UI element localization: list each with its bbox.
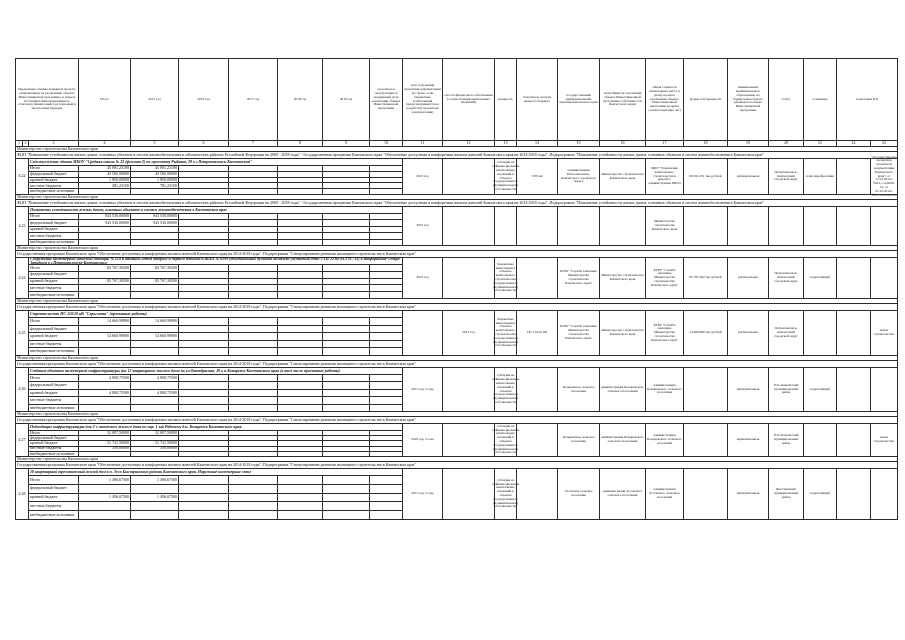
detail-pd xyxy=(442,206,495,246)
col-number-7: 7 xyxy=(228,140,278,147)
detail-poluch: Козыревское сельское поселение xyxy=(557,423,600,457)
col-number-4: 4 xyxy=(78,140,131,147)
funding-source-label: внебюджетные источники xyxy=(28,291,79,299)
detail-zakazchik: Министерство строительства Камчатского края xyxy=(599,310,646,356)
section-program-title: Государственная программа Камчатского края "Обеспечение доступным и комфортным жильем жителей Камчатского края на 2014-2018 годы". Подпрограмма "Стимулирование развития жилищного строительства в Камчатском крае" xyxy=(15,416,898,424)
detail-sposob: субсидия на софинансирование капитальных вложений в объекты государственной (муниципальной) собственности xyxy=(494,367,517,412)
detail-sposob: субсидия на софинансирование капитальных вложений в объекты государственной (муниципальной) собственности xyxy=(494,158,517,195)
detail-zakazchik xyxy=(599,206,646,246)
funding-source-label: Итого xyxy=(28,475,79,485)
section-program-title: Государственная программа Камчатского края "Обеспечение доступным и комфортным жильем жителей Камчатского края на 2014-2018 годы". Подпрограмма "Стимулирование развития жилищного строительства в Камчатском крае" xyxy=(15,461,898,469)
detail-srok: 2015 год xyxy=(402,158,443,195)
header-col-17: наименование муниципального образования, на территории которого реализуется объект Инвестиционной программы xyxy=(727,58,769,141)
col-number-15: 15 xyxy=(557,140,600,147)
detail-zastroy: администрация Эссовского сельского поселения xyxy=(645,468,684,520)
header-col-14: застройщик (в отношении объекта Инвестиционной программы собственности Камчатского края) xyxy=(599,58,646,141)
detail-podgot xyxy=(870,468,898,520)
funding-value-empty xyxy=(277,510,323,520)
detail-sposob: субсидия на софинансирование капитальных вложений в объекты государственной (муниципальной) собственности xyxy=(494,468,517,520)
detail-status: план приобретения xyxy=(803,158,837,195)
header-col-10: способ финансового обеспечения (осуществления капитальных вложений) xyxy=(442,58,495,141)
col-number-8: 8 xyxy=(277,140,323,147)
section-group-label: Министерство строительства Камчатского края xyxy=(15,146,898,152)
funding-source-label: федеральный бюджет xyxy=(28,325,79,334)
col-number-23: 23 xyxy=(870,140,898,147)
section-group-label: Министерство строительства Камчатского края xyxy=(15,194,898,200)
detail-srok: 2015 год xyxy=(402,206,443,246)
header-col-16: форма собственности xyxy=(683,58,728,141)
detail-poluch: КГБУ "Служба заказчика Министерства строительства Камчатского края" xyxy=(557,310,600,356)
funding-value-total: 943 530,00000 xyxy=(78,213,131,220)
funding-source-label: краевой бюджет xyxy=(28,440,79,446)
funding-value-total: 4 800,75500 xyxy=(78,374,131,382)
funding-value-2015: 943 530,00000 xyxy=(130,213,179,220)
col-number-22: 22 xyxy=(836,140,871,147)
detail-stoim: 14 660,998 тыс.рублей xyxy=(683,310,728,356)
project-title: Подводящие инфраструктуры для 2-х этажного жилого дома по пер. 1-ый Рабочему д.н. Козыревск Камчатского края xyxy=(28,423,403,431)
header-col-3: 2015 год xyxy=(130,58,179,141)
detail-podgot: новое строительство xyxy=(870,423,898,457)
section-group-label: Министерство строительства Камчатского края xyxy=(15,298,898,304)
header-col-18: статус xyxy=(768,58,804,141)
col-number-14: 14 xyxy=(516,140,558,147)
funding-source-label: Итого xyxy=(28,430,79,436)
funding-source-label: внебюджетные источники xyxy=(28,347,79,356)
funding-source-label: местные бюджеты xyxy=(28,396,79,404)
header-col-8: срок ввода в эксплуатацию и порядковый срок реализации объекта Инвестиционной программы xyxy=(369,58,403,141)
header-col-11: мощность xyxy=(494,58,517,141)
detail-forma: муниципальная xyxy=(727,158,769,195)
detail-zakazchik: администрация Козыревского сельского поселения xyxy=(599,423,646,457)
detail-pd xyxy=(442,367,495,412)
col-number-12: 12 xyxy=(442,140,495,147)
funding-source-label: федеральный бюджет xyxy=(28,219,79,226)
detail-status: переходящий xyxy=(803,257,837,299)
detail-moshch: ПС 110/10 кВ xyxy=(516,310,558,356)
detail-pd xyxy=(442,423,495,457)
detail-status: переходящий xyxy=(803,468,837,520)
detail-moshch xyxy=(516,367,558,412)
detail-stoim: 69 911,251 тыс.рублей xyxy=(683,158,728,195)
detail-forma: региональная xyxy=(727,310,769,356)
funding-value-2015: 1 496,67500 xyxy=(130,493,179,503)
section-program-title: ФЦП "Повышение устойчивости жилых домов, основных объектов и систем жизнеобеспечения в сейсмических районах Российской Федерации на 2009 - 2018 годы" / Государственная программа Камчатского края "Обеспечение доступным и комфортным жильем жителей Камчатского края на 2014-2018 годы". Подпрограмма "Повышение устойчивости жилых домов, основных объектов и систем жизнеобеспечения в Камчатском крае" xyxy=(15,151,898,159)
detail-forma: муниципальная xyxy=(727,367,769,412)
funding-source-label: краевой бюджет xyxy=(28,389,79,397)
detail-osnov xyxy=(836,257,871,299)
detail-stoim: 82 767,392 тыс.рублей xyxy=(683,257,728,299)
funding-source-label: Итого xyxy=(28,165,79,172)
detail-forma: муниципальная xyxy=(727,468,769,520)
detail-poluch: Эссовское сельское поселение xyxy=(557,468,600,520)
detail-stoim xyxy=(683,423,728,457)
funding-value-total: 943 530,00000 xyxy=(78,219,131,226)
funding-source-label: краевой бюджет xyxy=(28,493,79,503)
col-number-6: 6 xyxy=(178,140,229,147)
funding-value-total: 32 097,50000 xyxy=(78,430,131,436)
funding-value-total xyxy=(78,510,131,520)
project-title: 18 квартирный трехэтажный жилой дом в п. Эссо Быстринского района Камчатского края. Наружные инженерные сети xyxy=(28,468,403,476)
header-col-20: подготовка ПД xyxy=(836,58,898,141)
detail-srok: 2015 год, 2 года xyxy=(402,468,443,520)
detail-status xyxy=(803,423,837,457)
funding-source-label: местные бюджеты xyxy=(28,340,79,349)
detail-moshch xyxy=(516,423,558,457)
header-col-1: Предельные объемы денежных средств, направленные на реализацию объекта Инвестиционной программы, в разрезе источников финансирования по отчетному финансовый год, плановый и прогнозный периоды xyxy=(15,58,79,141)
funding-source-label: внебюджетные источники xyxy=(28,404,79,412)
detail-pd xyxy=(442,468,495,520)
detail-mo: Усть-Камчатский муниципальный район xyxy=(768,423,804,457)
detail-podgot xyxy=(870,367,898,412)
funding-value-total: 4 800,75500 xyxy=(78,389,131,397)
detail-pd: 2015 год xyxy=(442,310,495,356)
project-number: 4.26 xyxy=(15,367,29,412)
project-number: 4.22 xyxy=(15,158,29,195)
col-number-21: 21 xyxy=(803,140,837,147)
detail-osnov xyxy=(836,367,871,412)
header-col-12: получатель средств краевого бюджета xyxy=(516,58,558,141)
col-number-19: 19 xyxy=(727,140,769,147)
section-program-title: Государственная программа Камчатского края "Обеспечение доступным и комфортным жильем жителей Камчатского края на 2014-2018 годы". Подпрограмма "Стимулирование развития жилищного строительства в Камчатском крае" xyxy=(15,303,898,311)
funding-source-label: внебюджетные источники xyxy=(28,188,79,195)
section-group-label: Министерство строительства Камчатского края xyxy=(15,411,898,417)
detail-podgot xyxy=(870,206,898,246)
project-number: 4.23 xyxy=(15,206,29,246)
funding-value-2015: 82 767,39200 xyxy=(130,264,179,272)
col-number-18: 18 xyxy=(683,140,728,147)
project-title: Сейсмоусиление здания МБОУ "Средняя школа № 33 (физмат 2) по проспекту Рыбаков, 28 в г.Петропавловск-Камчатский" xyxy=(28,158,403,166)
funding-source-label: федеральный бюджет xyxy=(28,484,79,494)
detail-forma xyxy=(727,206,769,246)
detail-poluch: КГБУ "Служба заказчика Министерства строительства Камчатского края" xyxy=(557,257,600,299)
header-col-2: Итого xyxy=(78,58,131,141)
funding-value-2015: 14 660,99800 xyxy=(130,332,179,341)
funding-source-label: краевой бюджет xyxy=(28,332,79,341)
header-col-13: государственный (муниципальный) заказчик Камчатского края xyxy=(557,58,600,141)
detail-stoim xyxy=(683,367,728,412)
funding-source-label: внебюджетные источники xyxy=(28,510,79,520)
detail-zakazchik: Министерство строительства Камчатского края xyxy=(599,257,646,299)
detail-forma: муниципальная xyxy=(727,423,769,457)
project-title: Сооружение инженерной насосной станции № 114 и внешних сетей второго и первого подъема к ЖПП № 8299 (объединенный пусковой комплекс улучшения сети УТП-22 по ул.УТС-15) в микрорайоне Северо-Западном в г.Петропавловске-Камчатском xyxy=(28,257,403,265)
col-number-20: 20 xyxy=(768,140,804,147)
detail-moshch xyxy=(516,257,558,299)
funding-source-label: внебюджетные источники xyxy=(28,451,79,457)
detail-zastroy: администрация Козыревского сельского поселения xyxy=(645,367,684,412)
funding-value-2015: 32 097,50000 xyxy=(130,430,179,436)
funding-value-2015: 31 741,50000 xyxy=(130,440,179,446)
col-number-3: 3 xyxy=(28,140,79,147)
detail-mo: Петропавловск-Камчатский городской округ xyxy=(768,310,804,356)
funding-value-2015: 943 530,00000 xyxy=(130,219,179,226)
project-number: 4.25 xyxy=(15,310,29,356)
col-number-5: 5 xyxy=(130,140,179,147)
detail-stoim xyxy=(683,206,728,246)
funding-source-label: краевой бюджет xyxy=(28,177,79,184)
detail-pd xyxy=(442,158,495,195)
col-number-17: 17 xyxy=(645,140,684,147)
detail-podgot: "Государственная экспертиза проектной документации Камчатского края", от 17.03.2012г. №01-1-4-0298-12, от 01.10.2012г. №01-1-4-0690-12 xyxy=(871,154,897,197)
section-program-title: Государственная программа Камчатского края "Обеспечение доступным и комфортным жильем жителей Камчатского края на 2014-2018 годы". Подпрограмма "Стимулирование развития жилищного строительства в Камчатском крае" xyxy=(15,250,898,258)
detail-moshch xyxy=(516,206,558,246)
funding-source-label: внебюджетные источники xyxy=(28,239,79,246)
section-group-label: Министерство строительства Камчатского края xyxy=(15,456,898,462)
project-title: Создание объектов инженерной инфраструктуры (на 12-квартирного жилого дома по ул.Октябрьская, 30 в п.Козыревск Камчатского края (в том числе проектные работы) xyxy=(28,367,403,375)
funding-value-total: 381,23100 xyxy=(78,182,131,189)
project-number: 4.24 xyxy=(15,257,29,299)
detail-sposob: бюджетные инвестиции в объекты капитального строительства государственной (муниципальной) собственности xyxy=(494,310,517,356)
detail-zakazchik: администрация Козыревского сельского поселения xyxy=(599,367,646,412)
detail-zastroy: КГБУ "Служба заказчика Министерства строительства Камчатского края" xyxy=(645,257,684,299)
header-col-15: общая стоимость капитальных работ и (или), проекта реализации объекта Инвестиционной программы (в ценах соответствующих лет) xyxy=(645,58,684,141)
project-title: Повышение устойчивости жилых домов, основных объектов и систем жизнеобеспечения в Камчатском крае xyxy=(28,206,403,214)
detail-osnov xyxy=(836,206,871,246)
funding-value-empty xyxy=(322,510,370,520)
header-col-9: срок получения) проектной документации (в случае, если бюджетные ассигнования предусматриваются на разработку проектной документации) xyxy=(402,58,443,141)
detail-zakazchik: администрация Эссовского сельского поселения xyxy=(599,468,646,520)
detail-podgot xyxy=(870,257,898,299)
funding-source-label: местные бюджеты xyxy=(28,232,79,239)
funding-source-label: федеральный бюджет xyxy=(28,381,79,389)
detail-osnov xyxy=(836,468,871,520)
detail-poluch xyxy=(557,206,600,246)
section-group-label: Министерство строительства Камчатского края xyxy=(15,245,898,251)
detail-srok: 2016 год, 2 года xyxy=(402,423,443,457)
funding-value-2015: 1 800,00000 xyxy=(130,177,179,184)
col-number-1: 1 xyxy=(15,140,23,147)
detail-sposob: бюджетные инвестиции в объекты капитального строительства государственной (муниципальной) собственности xyxy=(494,257,517,299)
detail-zastroy: Министерство строительства Камчатского края xyxy=(645,206,684,246)
project-number: 4.28 xyxy=(15,468,29,520)
col-number-10: 10 xyxy=(369,140,403,147)
detail-sposob: субсидия на софинансирование капитальных вложений в объекты государственной (муниципальной) собственности xyxy=(494,423,517,457)
funding-value-2015: 1 496,67500 xyxy=(130,475,179,485)
col-number-9: 9 xyxy=(322,140,370,147)
col-number-11: 11 xyxy=(402,140,443,147)
funding-value-2015: 14 660,99800 xyxy=(130,317,179,326)
funding-value-total: 1 800,00000 xyxy=(78,177,131,184)
funding-value-empty xyxy=(228,510,278,520)
detail-zastroy: МКУ "Управление капитального строительства и ремонта" администрации ПКГО xyxy=(645,158,684,195)
detail-srok xyxy=(402,310,443,356)
funding-value-2015: 4 800,75500 xyxy=(130,374,179,382)
section-program-title: Государственная программа Камчатского края "Обеспечение доступным и комфортным жильем жителей Камчатского края на 2014-2018 годы". Подпрограмма "Стимулирование развития жилищного строительства в Камчатском крае" xyxy=(15,360,898,368)
funding-value-total: 1 496,67500 xyxy=(78,475,131,485)
detail-status xyxy=(803,310,837,356)
funding-value-total: 82 767,39200 xyxy=(78,278,131,286)
col-number-2: 2 xyxy=(22,140,29,147)
funding-source-label: местные бюджеты xyxy=(28,182,79,189)
detail-osnov xyxy=(836,158,871,195)
project-number: 4.27 xyxy=(15,423,29,457)
funding-value-total: 1 496,67500 xyxy=(78,493,131,503)
funding-source-label: Итого xyxy=(28,213,79,220)
detail-sposob xyxy=(494,206,517,246)
detail-mo: Петропавловск-Камчатский городской округ xyxy=(768,158,804,195)
detail-pd xyxy=(442,257,495,299)
funding-source-label: Итого xyxy=(28,374,79,382)
funding-source-label: федеральный бюджет xyxy=(28,435,79,441)
funding-value-2015: 82 767,39200 xyxy=(130,278,179,286)
detail-mo: Усть-Камчатский муниципальный район xyxy=(768,367,804,412)
section-program-title: ФЦП "Повышение устойчивости жилых домов, основных объектов и систем жизнеобеспечения в сейсмических районах Российской Федерации на 2009 - 2018 годы" / Государственная программа Камчатского края "Обеспечение доступным и комфортным жильем жителей Камчатского края на 2014-2018 годы". Подпрограмма "Повышение устойчивости жилых домов, основных объектов и систем жизнеобеспечения в Камчатском крае" xyxy=(15,199,898,207)
funding-value-2015: 356,00000 xyxy=(130,446,179,452)
detail-forma: региональная xyxy=(727,257,769,299)
funding-value-total: 14 660,99800 xyxy=(78,332,131,341)
funding-value-total: 356,00000 xyxy=(78,446,131,452)
funding-value-2015: 45 081,23100 xyxy=(130,165,179,172)
detail-mo xyxy=(768,206,804,246)
header-col-7: 2019 год xyxy=(322,58,370,141)
detail-mo: Петропавловск-Камчатский городской округ xyxy=(768,257,804,299)
funding-value-total: 45 081,23100 xyxy=(78,165,131,172)
funding-source-label: местные бюджеты xyxy=(28,284,79,292)
funding-source-label: федеральный бюджет xyxy=(28,271,79,279)
section-group-label: Министерство строительства Камчатского края xyxy=(15,355,898,361)
funding-value-empty xyxy=(178,510,229,520)
col-number-16: 16 xyxy=(599,140,646,147)
funding-value-total: 82 767,39200 xyxy=(78,264,131,272)
detail-mo: Быстринский муниципальный район xyxy=(768,468,804,520)
detail-poluch: администрация Петропавловск-Камчатского городского округа xyxy=(557,158,600,195)
header-col-5: 2017 год xyxy=(228,58,278,141)
detail-stoim xyxy=(683,468,728,520)
funding-source-label: федеральный бюджет xyxy=(28,171,79,178)
detail-osnov xyxy=(836,310,871,356)
header-col-4: 2016 год xyxy=(178,58,229,141)
funding-source-label: Итого xyxy=(28,264,79,272)
project-title: Строительство ПС 110/10 кВ "Сероглазка" (проектные работы) xyxy=(28,310,403,318)
detail-srok: 2015 год xyxy=(402,257,443,299)
funding-value-total: 14 660,99800 xyxy=(78,317,131,326)
detail-osnov xyxy=(836,423,871,457)
detail-zastroy: администрация Козыревского сельского поселения xyxy=(645,423,684,457)
col-number-13: 13 xyxy=(494,140,517,147)
detail-srok: 2015 год, 2 года xyxy=(402,367,443,412)
funding-value-empty xyxy=(369,510,403,520)
detail-podgot: новое строительство xyxy=(870,310,898,356)
detail-status: переходящий xyxy=(803,367,837,412)
funding-source-label: краевой бюджет xyxy=(28,226,79,233)
funding-source-label: местные бюджеты xyxy=(28,501,79,511)
funding-source-label: краевой бюджет xyxy=(28,278,79,286)
detail-status xyxy=(803,206,837,246)
header-col-6: 2018 год xyxy=(277,58,323,141)
funding-source-label: Итого xyxy=(28,317,79,326)
funding-value-2015: 43 500,00000 xyxy=(130,171,179,178)
funding-value-2015 xyxy=(130,510,179,520)
detail-moshch xyxy=(516,468,558,520)
detail-zakazchik: Министерство строительства Камчатского края xyxy=(599,158,646,195)
funding-source-label: местные бюджеты xyxy=(28,446,79,452)
detail-poluch: Козыревское сельское поселение xyxy=(557,367,600,412)
header-col-19: основание xyxy=(803,58,837,141)
detail-zastroy: КГБУ "Служба заказчика Министерства строительства Камчатского края" xyxy=(645,310,684,356)
funding-value-2015: 781,23100 xyxy=(130,182,179,189)
funding-value-total: 31 741,50000 xyxy=(78,440,131,446)
funding-value-2015: 4 800,75500 xyxy=(130,389,179,397)
funding-value-total: 43 500,00000 xyxy=(78,171,131,178)
detail-moshch: 1370 м2 xyxy=(516,158,558,195)
